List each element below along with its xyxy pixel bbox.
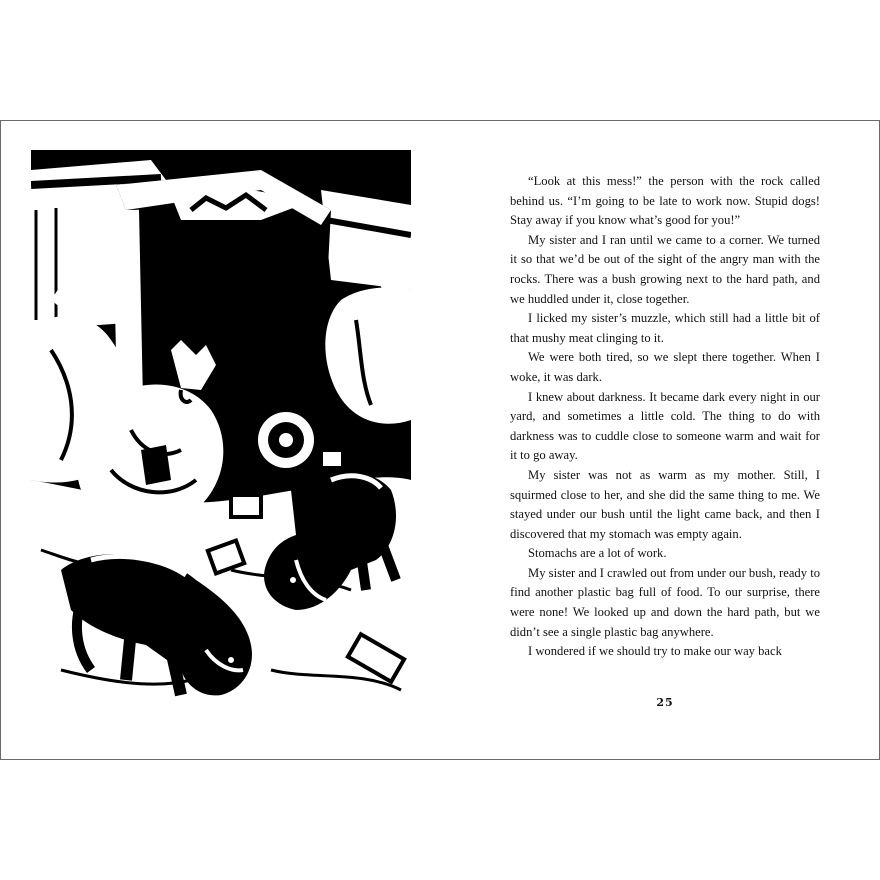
paragraph: We were both tired, so we slept there together. When I woke, it was dark.	[510, 350, 820, 384]
paragraph: My sister was not as warm as my mother. Still, I squirmed close to her, and she did the same thing to me. We stayed under our bush until the light came back, and then I discovered that my stomach was empty again.	[510, 467, 820, 541]
paragraph: I wondered if we should try to make our way back	[528, 644, 782, 659]
book-spread	[0, 120, 880, 760]
paragraph: “Look at this mess!” the person with the rock called behind us. “I’m going to be late to work now. Stupid dogs! Stay away if you know what’s good for you!”	[510, 174, 820, 228]
paragraph: My sister and I crawled out from under our bush, ready to find another plastic bag full of food. To our surprise, there were none! We looked up and down the hard path, but we didn’t see a single plastic bag anywhere.	[510, 565, 820, 639]
paragraph: I licked my sister’s muzzle, which still had a little bit of that mushy meat clinging to it.	[510, 311, 820, 345]
paragraph: I knew about darkness. It became dark every night in our yard, and sometimes a little cold. The thing to do with darkness was to cuddle close to someone warm and wait for it to go away.	[510, 389, 820, 463]
text-page	[510, 172, 820, 662]
illustration-puppies-trash	[31, 150, 411, 726]
paragraph: Stomachs are a lot of work.	[528, 546, 667, 561]
illustration-drawing	[31, 150, 411, 726]
page-number: 25	[656, 696, 674, 709]
paragraph: My sister and I ran until we came to a corner. We turned it so that we’d be out of the sight of the angry man with the rocks. There was a bush growing next to the hard path, and we huddled under it, close together.	[510, 232, 820, 306]
